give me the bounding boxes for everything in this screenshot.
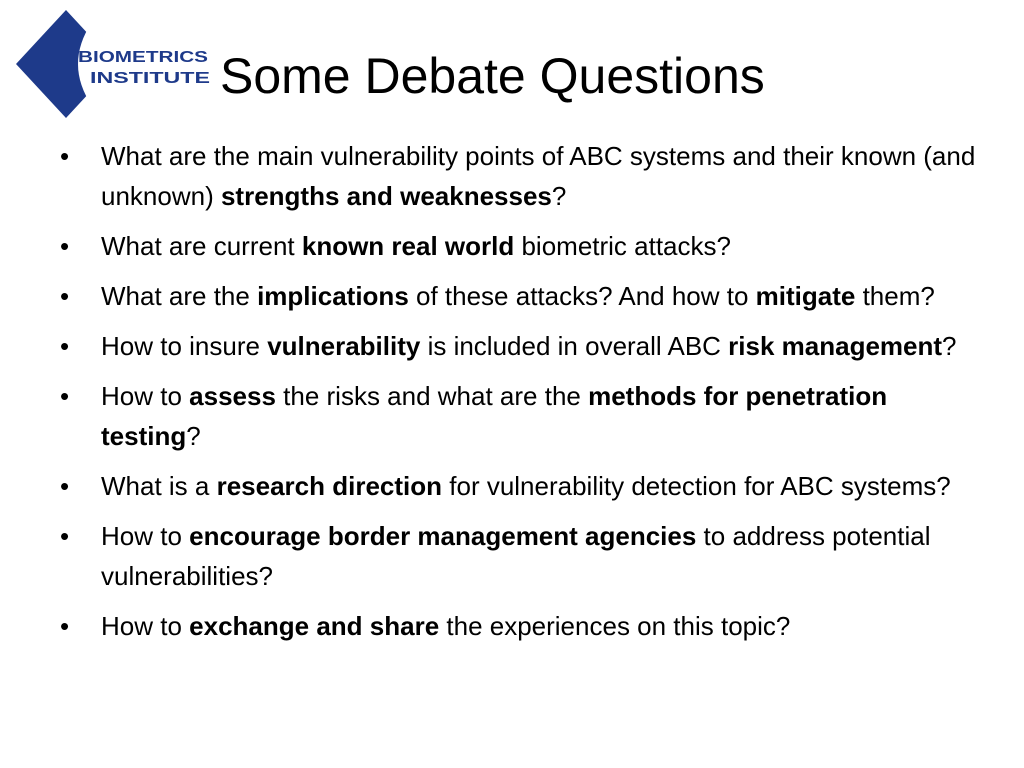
- bullet-text-bold: mitigate: [755, 281, 856, 311]
- bullet-text: [101, 381, 887, 451]
- bullet-text-segment: How to: [101, 381, 190, 411]
- bullet-text: [101, 611, 790, 641]
- logo-line1: Biometrics: [78, 49, 209, 66]
- bullet-text: [101, 521, 930, 591]
- bullet-text-segment: What is a: [101, 471, 217, 501]
- slide-title: Some Debate Questions: [220, 48, 765, 104]
- bullet-list: [0, 136, 1024, 656]
- bullet-text-segment: ?: [551, 181, 567, 211]
- bullet-text: [101, 281, 935, 311]
- bullet-text-bold: assess: [189, 381, 276, 411]
- bullet-marker: •: [60, 281, 70, 311]
- bullet-text-segment: for vulnerability detection for ABC systems?: [442, 471, 951, 501]
- bullet-item: [0, 376, 1024, 456]
- bullet-text-segment: What are the main vulnerability points of ABC systems and their known (and unknown): [101, 141, 976, 211]
- bullet-text-segment: How to: [101, 521, 190, 551]
- bullet-text-segment: the risks and what are the: [275, 381, 589, 411]
- bullet-text-bold: strengths and weaknesses: [220, 181, 552, 211]
- bullet-item: [0, 226, 1024, 266]
- biometrics-institute-logo: [14, 8, 214, 120]
- bullet-text-bold: risk management: [728, 331, 943, 361]
- bullet-text-bold: exchange and share: [189, 611, 440, 641]
- bullet-text-segment: What are the: [101, 281, 258, 311]
- bullet-text-segment: ?: [942, 331, 957, 361]
- bullet-text: [101, 141, 975, 211]
- bullet-item: [0, 466, 1024, 506]
- bullet-text-segment: What are current: [101, 231, 302, 261]
- logo-line2: Institute: [90, 70, 211, 87]
- bullet-marker: •: [60, 231, 70, 261]
- bullet-text-segment: is included in overall ABC: [420, 331, 729, 361]
- bullet-item: [0, 516, 1024, 596]
- bullet-text-segment: to address potential vulnerabilities?: [101, 521, 931, 591]
- bullet-marker: •: [60, 471, 70, 501]
- logo-graphic: [14, 8, 214, 120]
- bullet-text-bold: methods for penetration testing: [101, 381, 888, 451]
- bullet-marker: •: [60, 331, 70, 361]
- bullet-item: [0, 606, 1024, 646]
- bullet-text-bold: vulnerability: [267, 331, 421, 361]
- bullet-text: [101, 471, 951, 501]
- bullet-marker: •: [60, 141, 70, 171]
- bullet-text-segment: biometric attacks?: [514, 231, 731, 261]
- bullet-marker: •: [60, 381, 70, 411]
- bullet-text-bold: research direction: [216, 471, 443, 501]
- bullet-text-bold: known real world: [301, 231, 515, 261]
- bullet-text: [101, 231, 731, 261]
- bullet-item: [0, 136, 1024, 216]
- bullet-text-segment: them?: [855, 281, 935, 311]
- bullet-marker: •: [60, 521, 70, 551]
- bullet-text-segment: How to insure: [101, 331, 268, 361]
- bullet-text-segment: of these attacks? And how to: [408, 281, 756, 311]
- bullet-marker: •: [60, 611, 70, 641]
- bullet-text-segment: How to: [101, 611, 190, 641]
- bullet-text-segment: the experiences on this topic?: [439, 611, 791, 641]
- bullet-item: [0, 326, 1024, 366]
- bullet-item: [0, 276, 1024, 316]
- bullet-text-bold: encourage border management agencies: [189, 521, 697, 551]
- bullet-text-bold: implications: [257, 281, 409, 311]
- bullet-text: [101, 331, 957, 361]
- bullet-text-segment: ?: [186, 421, 201, 451]
